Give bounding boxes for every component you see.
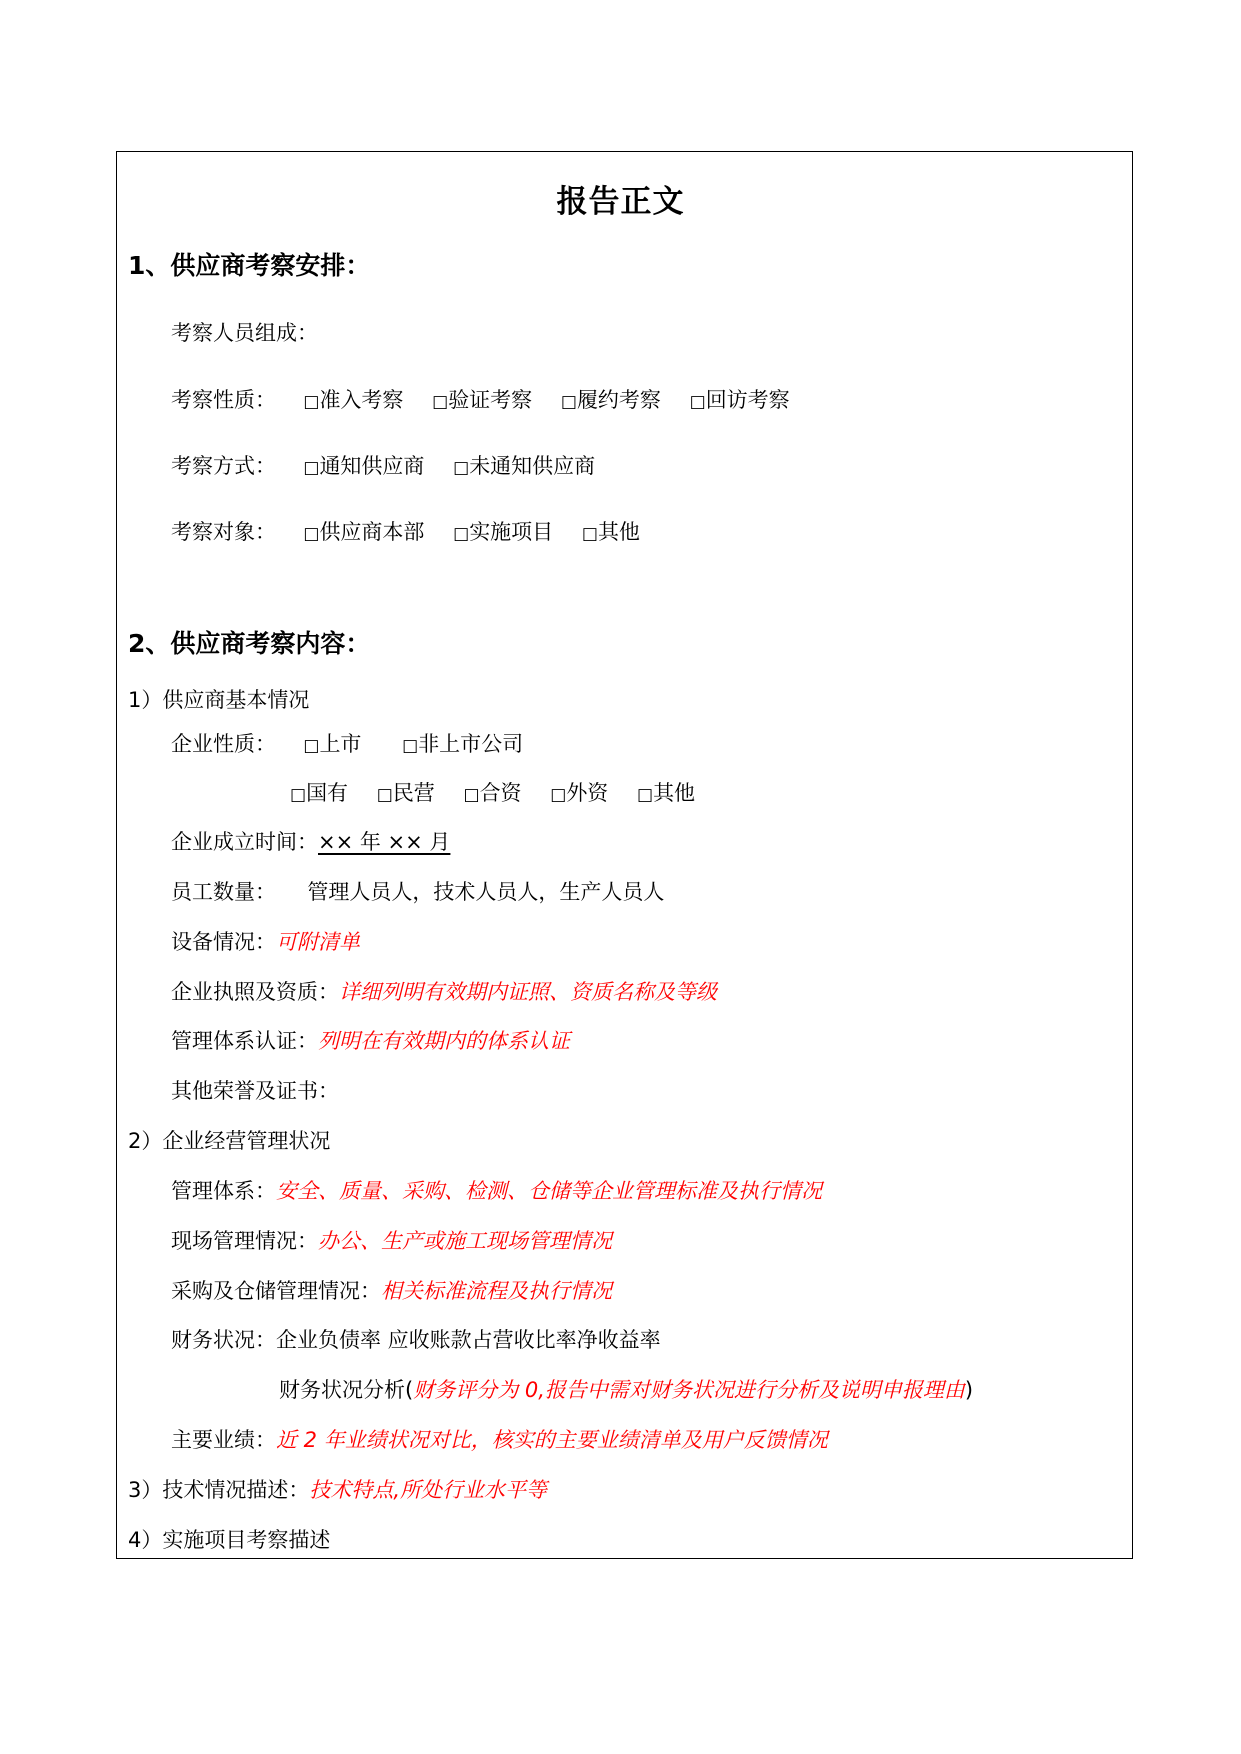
checkbox-icon: □: [303, 736, 320, 756]
analysis-suffix: ): [964, 1378, 974, 1402]
equipment-hint: 可附清单: [276, 930, 360, 954]
performance-label: 主要业绩：: [171, 1428, 276, 1452]
checkbox-icon: □: [453, 458, 470, 478]
equipment-row: [171, 928, 360, 956]
purchase-hint: 相关标准流程及执行情况: [381, 1279, 612, 1303]
checkbox-option[interactable]: □验证考察: [432, 388, 533, 412]
ownership-row: [290, 779, 695, 809]
finance-value: 企业负债率 应收账款占营收比率净收益率: [276, 1328, 661, 1352]
license-label: 企业执照及资质：: [171, 980, 339, 1004]
checkbox-icon: □: [560, 392, 577, 412]
system-row: [171, 1177, 822, 1205]
founded-value[interactable]: ×× 年 ×× 月: [318, 830, 451, 854]
checkbox-option[interactable]: □准入考察: [303, 388, 404, 412]
operation-heading: 2）企业经营管理状况: [128, 1129, 331, 1153]
section2-heading: 2、供应商考察内容：: [128, 629, 371, 658]
cert-row: [171, 1027, 570, 1055]
purchase-label: 采购及仓储管理情况：: [171, 1279, 381, 1303]
nature-label: 考察性质：: [171, 388, 276, 412]
equipment-label: 设备情况：: [171, 930, 276, 954]
tech-heading: 3）技术情况描述：: [128, 1478, 310, 1502]
object-row: [171, 518, 640, 548]
site-row: [171, 1227, 612, 1255]
checkbox-icon: □: [463, 785, 480, 805]
section1-heading: 1、供应商考察安排：: [128, 251, 371, 280]
performance-row: [171, 1426, 828, 1454]
page-title: 报告正文: [556, 184, 685, 220]
checkbox-icon: □: [432, 392, 449, 412]
site-hint: 办公、生产或施工现场管理情况: [318, 1229, 612, 1253]
cert-label: 管理体系认证：: [171, 1029, 318, 1053]
members-label: 考察人员组成：: [171, 321, 318, 345]
checkbox-icon: □: [581, 524, 598, 544]
checkbox-icon: □: [303, 524, 320, 544]
company-nature-label: 企业性质：: [171, 732, 276, 756]
finance-label: 财务状况：: [171, 1328, 276, 1352]
tech-hint: 技术特点,所处行业水平等: [309, 1478, 548, 1502]
method-label: 考察方式：: [171, 454, 276, 478]
staff-value: 管理人员人，技术人员人，生产人员人: [307, 880, 665, 904]
system-hint: 安全、质量、采购、检测、仓储等企业管理标准及执行情况: [276, 1179, 822, 1203]
analysis-row: [279, 1376, 973, 1404]
checkbox-option[interactable]: □其他: [581, 520, 640, 544]
checkbox-icon: □: [303, 392, 320, 412]
method-row: [171, 452, 595, 482]
license-row: [171, 978, 717, 1006]
cert-hint: 列明在有效期内的体系认证: [318, 1029, 570, 1053]
checkbox-option[interactable]: □非上市公司: [402, 732, 524, 756]
checkbox-icon: □: [550, 785, 567, 805]
analysis-prefix: 财务状况分析(: [279, 1378, 414, 1402]
purchase-row: [171, 1277, 612, 1305]
checkbox-icon: □: [290, 785, 307, 805]
staff-label: 员工数量：: [171, 880, 276, 904]
tech-row: [128, 1476, 547, 1504]
staff-row: [171, 878, 664, 906]
analysis-hint: 财务评分为 0,报告中需对财务状况进行分析及说明申报理由: [413, 1378, 965, 1402]
checkbox-option[interactable]: □未通知供应商: [453, 454, 596, 478]
basic-heading: 1）供应商基本情况: [128, 688, 310, 712]
checkbox-icon: □: [453, 524, 470, 544]
performance-hint: 近 2 年业绩状况对比，核实的主要业绩清单及用户反馈情况: [276, 1428, 828, 1452]
company-nature-row: [171, 730, 523, 760]
checkbox-option[interactable]: □其他: [637, 781, 696, 805]
finance-row: [171, 1326, 661, 1354]
checkbox-icon: □: [689, 392, 706, 412]
checkbox-icon: □: [637, 785, 654, 805]
checkbox-option[interactable]: □供应商本部: [303, 520, 425, 544]
honors-label: 其他荣誉及证书：: [171, 1079, 339, 1103]
system-label: 管理体系：: [171, 1179, 276, 1203]
founded-row: [171, 828, 450, 856]
checkbox-option[interactable]: □通知供应商: [303, 454, 425, 478]
checkbox-icon: □: [402, 736, 419, 756]
checkbox-option[interactable]: □履约考察: [560, 388, 661, 412]
checkbox-icon: □: [303, 458, 320, 478]
nature-row: [171, 386, 790, 416]
license-hint: 详细列明有效期内证照、资质名称及等级: [339, 980, 717, 1004]
checkbox-icon: □: [376, 785, 393, 805]
checkbox-option[interactable]: □回访考察: [689, 388, 790, 412]
checkbox-option[interactable]: □上市: [303, 732, 362, 756]
site-label: 现场管理情况：: [171, 1229, 318, 1253]
founded-label: 企业成立时间：: [171, 830, 318, 854]
object-label: 考察对象：: [171, 520, 276, 544]
checkbox-option[interactable]: □外资: [550, 781, 609, 805]
checkbox-option[interactable]: □合资: [463, 781, 522, 805]
project-heading: 4）实施项目考察描述: [128, 1528, 331, 1552]
checkbox-option[interactable]: □国有: [290, 781, 349, 805]
checkbox-option[interactable]: □实施项目: [453, 520, 554, 544]
checkbox-option[interactable]: □民营: [376, 781, 435, 805]
